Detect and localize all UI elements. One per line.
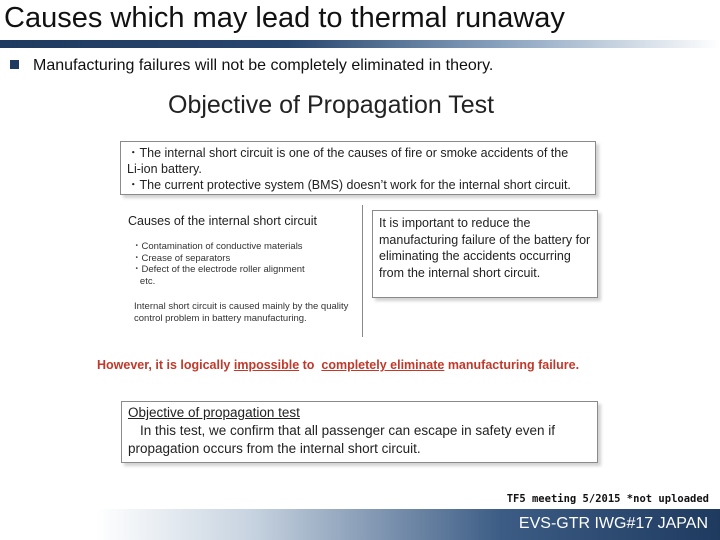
cause-item: ・Contamination of conductive materials xyxy=(132,241,303,252)
figure-heading: Objective of Propagation Test xyxy=(168,91,495,119)
cause-item: ・Defect of the electrode roller alignment xyxy=(132,264,305,275)
warning-emphasis: impossible xyxy=(233,358,300,372)
cause-item: etc. xyxy=(132,275,156,287)
intro-line: Li-ion battery. xyxy=(127,162,202,176)
footer-label: EVS-GTR IWG#17 JAPAN xyxy=(518,515,708,532)
warning-statement xyxy=(97,358,579,372)
warning-text: to xyxy=(299,358,322,372)
warning-emphasis: completely eliminate xyxy=(321,358,445,372)
objective-text: In this test, we confirm that all passenger can escape in safety even if xyxy=(140,423,555,438)
objective-title: Objective of propagation test xyxy=(128,405,300,420)
objective-text: propagation occurs from the internal short circuit. xyxy=(128,441,421,456)
intro-line: ・The current protective system (BMS) doesn’t work for the internal short circuit. xyxy=(127,178,571,192)
section-divider xyxy=(362,205,363,337)
objective-box xyxy=(121,401,598,463)
causes-title: Causes of the internal short circuit xyxy=(128,214,317,228)
intro-line: ・The internal short circuit is one of the causes of fire or smoke accidents of the xyxy=(127,146,569,160)
meeting-note: TF5 meeting 5/2015 *not uploaded xyxy=(506,493,709,505)
square-bullet-icon xyxy=(10,60,19,69)
slide-title: Causes which may lead to thermal runaway xyxy=(4,2,565,34)
bullet-text: Manufacturing failures will not be completely eliminated in theory. xyxy=(33,57,494,74)
causes-list xyxy=(132,241,354,287)
causes-note: Internal short circuit is caused mainly by the quality control problem in battery manufacturing. xyxy=(134,301,349,324)
cause-item: ・Crease of separators xyxy=(132,252,231,264)
warning-text: However, it is logically xyxy=(97,358,234,372)
importance-box: It is important to reduce the manufacturing failure of the battery for eliminating the accidents occurring from the internal short circuit. xyxy=(372,210,598,298)
bullet-item xyxy=(10,57,493,75)
title-underline-bar xyxy=(0,40,720,48)
intro-box xyxy=(120,141,596,195)
warning-text: manufacturing failure. xyxy=(444,358,580,372)
causes-section xyxy=(128,213,354,325)
